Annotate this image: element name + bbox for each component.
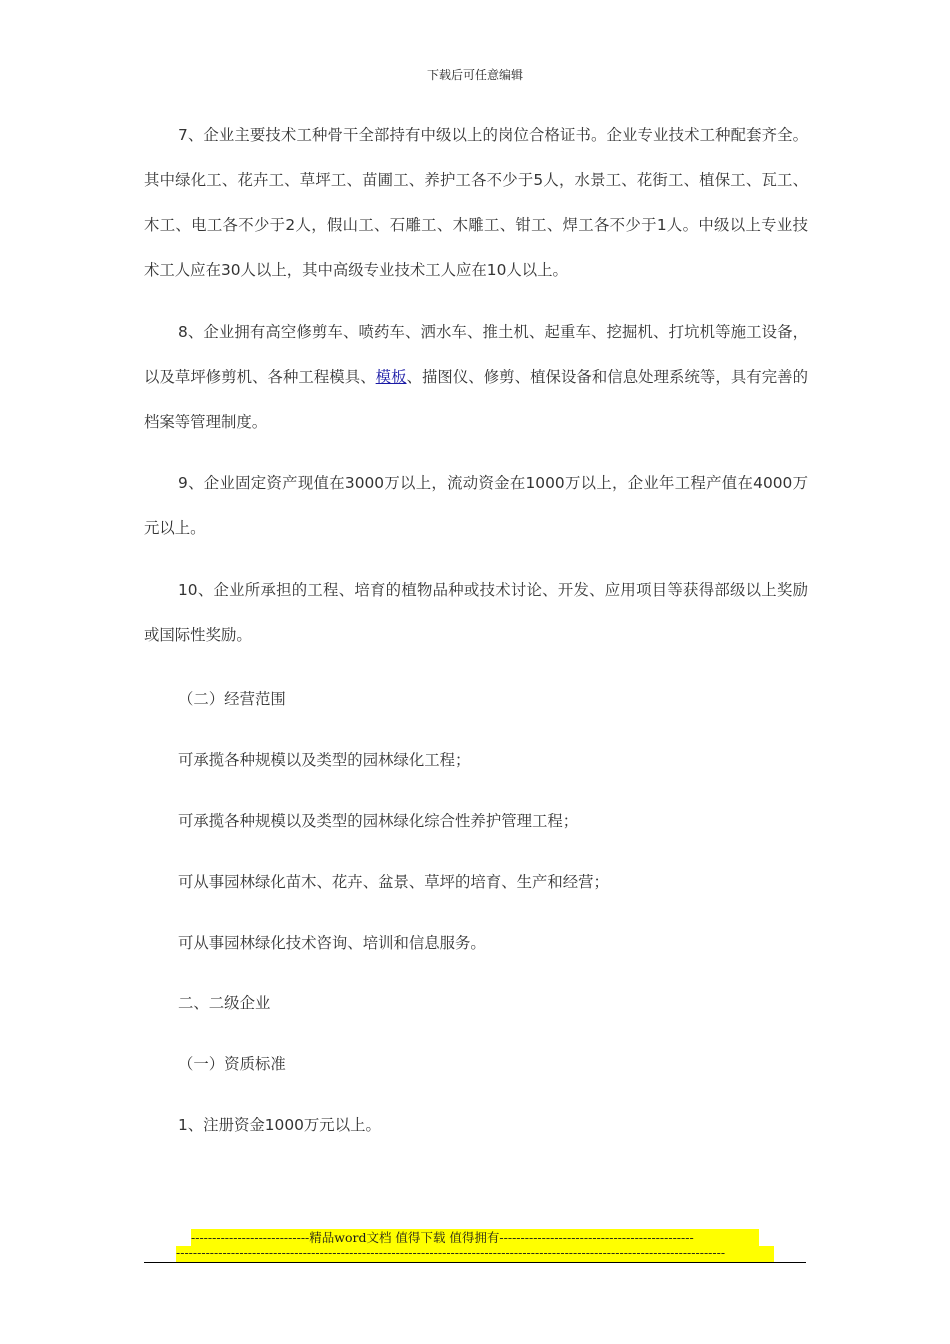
level-2-heading: 二、二级企业 — [178, 994, 271, 1012]
footer-rule — [144, 1262, 806, 1263]
template-link[interactable]: 模板 — [375, 368, 407, 386]
page-header: 下载后可任意编辑 — [426, 68, 523, 82]
footer-banner: ----------------------------精品word文档 值得下载 值得拥有---------------------------------------------- — [191, 1229, 759, 1247]
scope-item-4: 可从事园林绿化技术咨询、培训和信息服务。 — [178, 934, 486, 952]
paragraph-8 — [144, 310, 808, 445]
scope-heading: （二）经营范围 — [178, 690, 286, 708]
scope-item-2: 可承揽各种规模以及类型的园林绿化综合性养护管理工程； — [178, 812, 579, 830]
scope-item-1: 可承揽各种规模以及类型的园林绿化工程； — [178, 751, 471, 769]
paragraph-7: 7、企业主要技术工种骨干全部持有中级以上的岗位合格证书。企业专业技术工种配套齐全。其中绿化工、花卉工、草坪工、苗圃工、养护工各不少于5人，水景工、花街工、植保工、瓦工、木工、电工各不少于2人，假山工、石雕工、木雕工、钳工、焊工各不少于1人。中级以上专业技术工人应在30人以上，其中高级专业技术工人应在10人以上。 — [144, 126, 808, 279]
registered-capital-item: 1、注册资金1000万元以上。 — [178, 1116, 381, 1134]
paragraph-10: 10、企业所承担的工程、培育的植物品种或技术讨论、开发、应用项目等获得部级以上奖励或国际性奖励。 — [144, 581, 808, 644]
paragraph-8-text-b: 、描图仪、修剪、植保设备和信息处理系统等，具有完善的档案等管理制度。 — [144, 368, 808, 431]
footer-dashes: ---------------------------------------------------------------------------------------------------------------------------------- — [176, 1246, 774, 1262]
scope-item-3: 可从事园林绿化苗木、花卉、盆景、草坪的培育、生产和经营； — [178, 873, 609, 891]
qualification-heading: （一）资质标准 — [178, 1055, 286, 1073]
paragraph-9: 9、企业固定资产现值在3000万以上，流动资金在1000万以上，企业年工程产值在4000万元以上。 — [144, 474, 808, 537]
paragraph-8-text-a: 8、企业拥有高空修剪车、喷药车、洒水车、推土机、起重车、挖掘机、打坑机等施工设备，以及草坪修剪机、各种工程模具、 — [144, 323, 808, 386]
